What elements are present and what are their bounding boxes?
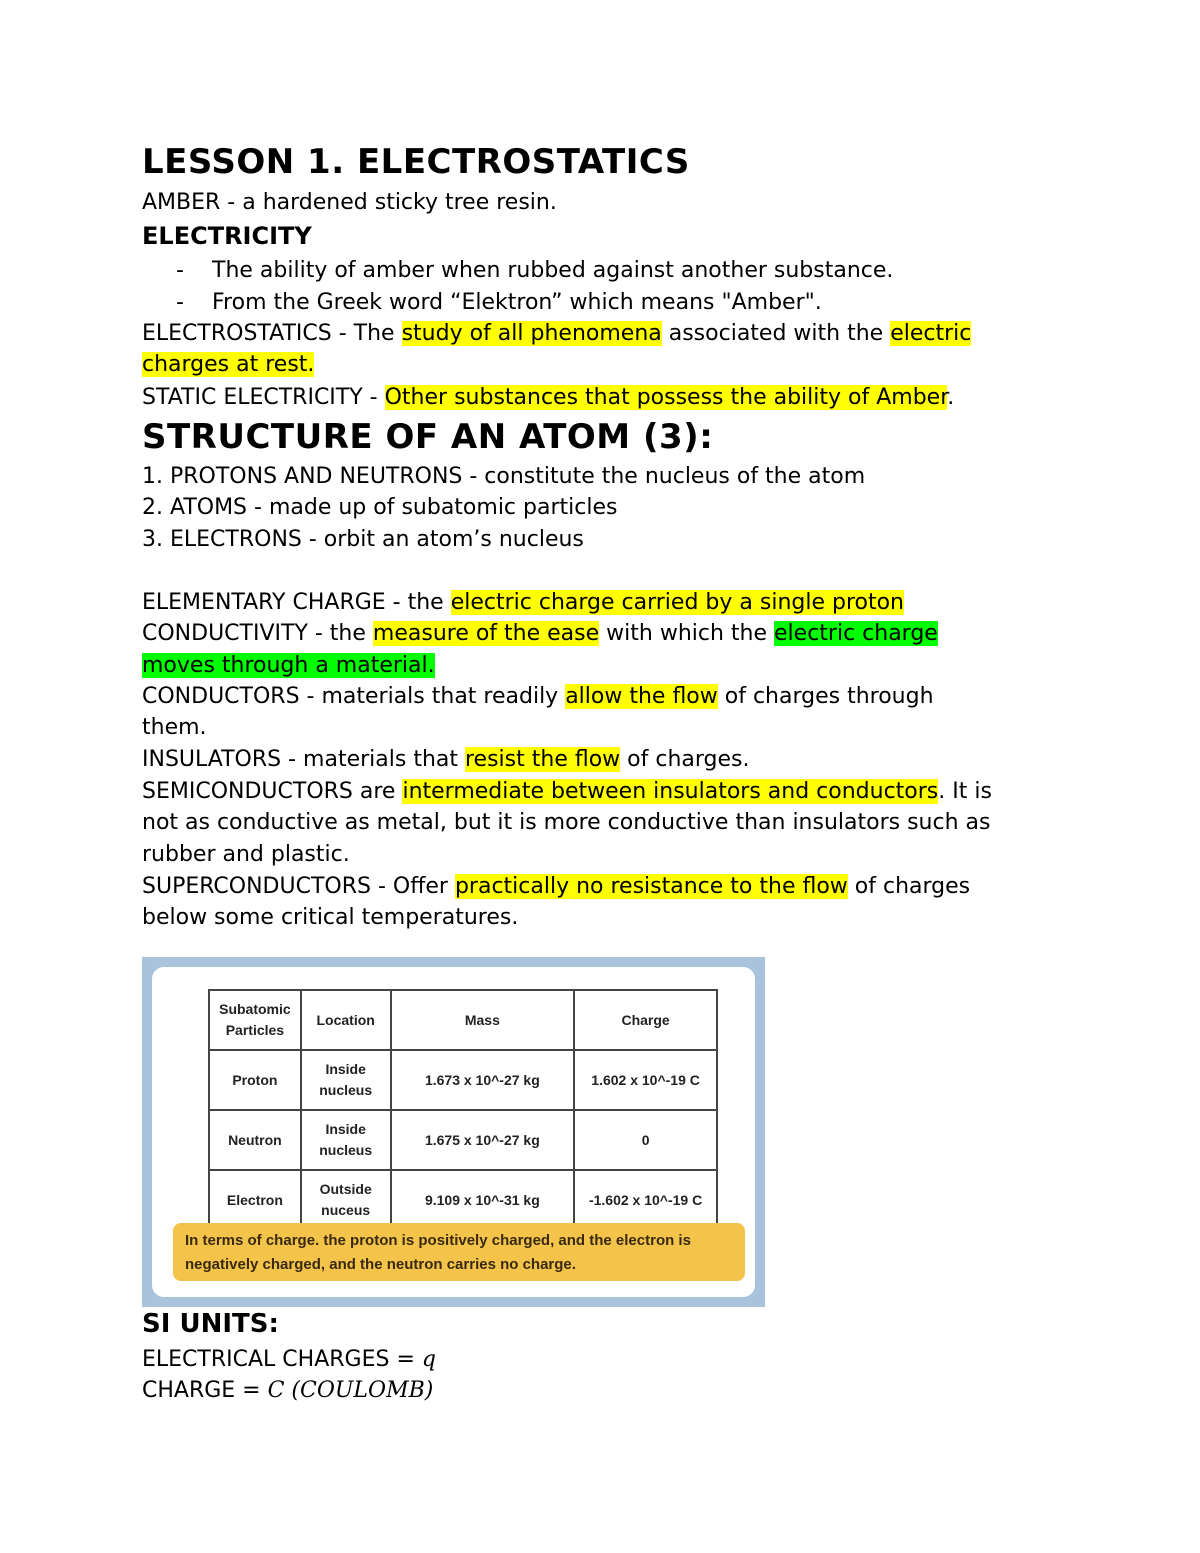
text-run: ELECTROSTATICS - The: [142, 321, 402, 346]
highlight-yellow: practically no resistance to the flow: [454, 874, 848, 899]
table-cell: Inside nucleus: [301, 1050, 391, 1110]
page-title: LESSON 1. ELECTROSTATICS: [142, 142, 690, 182]
semiconductors-definition-cont: rubber and plastic.: [142, 842, 350, 867]
table-cell: 0: [574, 1110, 717, 1170]
superconductors-definition: [142, 871, 970, 902]
table-cell: Proton: [209, 1050, 301, 1110]
text-run: SEMICONDUCTORS are: [142, 779, 403, 804]
electricity-heading: ELECTRICITY: [142, 222, 312, 250]
highlight-yellow: measure of the ease: [372, 621, 600, 646]
highlight-yellow: allow the flow: [565, 684, 718, 709]
conductors-definition-cont: them.: [142, 715, 207, 740]
table-cell: Neutron: [209, 1110, 301, 1170]
insulators-definition: [142, 744, 750, 775]
table-row: [209, 1050, 717, 1110]
amber-term: AMBER: [142, 190, 221, 215]
table-cell: -1.602 x 10^-19 C: [574, 1170, 717, 1230]
text-run: . It is: [938, 779, 992, 804]
electrostatics-definition: [142, 318, 971, 349]
text-run: associated with the: [661, 321, 891, 346]
table-header-cell: Charge: [574, 990, 717, 1050]
charge-note-callout: In terms of charge. the proton is positively charged, and the electron is negatively charged, and the neutron carries no charge.: [173, 1223, 745, 1281]
amber-definition: [142, 187, 557, 218]
highlight-yellow: study of all phenomena: [401, 321, 662, 346]
math-symbol: q: [421, 1347, 436, 1372]
bullet-dash: -: [176, 290, 184, 315]
table-header-cell: Location: [301, 990, 391, 1050]
highlight-green: electric charge: [774, 621, 938, 646]
subatomic-particles-figure: [142, 957, 765, 1307]
text-run: ELEMENTARY CHARGE - the: [142, 590, 451, 615]
bullet-dash: -: [176, 258, 184, 283]
highlight-yellow: Other substances that possess the ability of Amber: [384, 385, 948, 410]
table-cell: Outside nuceus: [301, 1170, 391, 1230]
text-run: .: [947, 385, 955, 410]
figure-card: [152, 967, 755, 1297]
table-header-row: [209, 990, 717, 1050]
highlight-yellow: intermediate between insulators and conductors: [402, 779, 939, 804]
structure-heading: STRUCTURE OF AN ATOM (3):: [142, 417, 714, 457]
si-electrical-charges: [142, 1344, 436, 1375]
semiconductors-definition-cont: not as conductive as metal, but it is more conductive than insulators such as: [142, 810, 991, 835]
conductors-definition: [142, 681, 934, 712]
text-run: INSULATORS - materials that: [142, 747, 465, 772]
text-run: SUPERCONDUCTORS - Offer: [142, 874, 455, 899]
table-cell: Electron: [209, 1170, 301, 1230]
structure-item-2: 2. ATOMS - made up of subatomic particles: [142, 495, 618, 520]
elementary-charge-definition: [142, 587, 904, 618]
table-cell: 1.602 x 10^-19 C: [574, 1050, 717, 1110]
text-run: STATIC ELECTRICITY -: [142, 385, 385, 410]
table-cell: Inside nucleus: [301, 1110, 391, 1170]
bullet-text: From the Greek word “Elektron” which means "Amber".: [212, 290, 822, 315]
text-run: of charges.: [620, 747, 750, 772]
semiconductors-definition: [142, 776, 992, 807]
table-cell: 1.673 x 10^-27 kg: [391, 1050, 575, 1110]
text-run: CHARGE =: [142, 1378, 268, 1403]
table-header-cell: Subatomic Particles: [209, 990, 301, 1050]
bullet-text: The ability of amber when rubbed against another substance.: [212, 258, 894, 283]
text-run: CONDUCTIVITY - the: [142, 621, 373, 646]
text-run: of charges through: [717, 684, 934, 709]
highlight-yellow: resist the flow: [465, 747, 621, 772]
si-charge-unit: [142, 1375, 433, 1406]
text-run: ELECTRICAL CHARGES =: [142, 1347, 422, 1372]
conductivity-definition-cont: [142, 650, 435, 681]
subatomic-particles-table: [208, 989, 718, 1231]
highlight-yellow: electric charge carried by a single proton: [450, 590, 905, 615]
text-run: with which the: [599, 621, 775, 646]
table-cell: 9.109 x 10^-31 kg: [391, 1170, 575, 1230]
table-row: [209, 1110, 717, 1170]
text-run: of charges: [847, 874, 971, 899]
amber-def: - a hardened sticky tree resin.: [220, 190, 557, 215]
text-run: CONDUCTORS - materials that readily: [142, 684, 566, 709]
static-electricity-definition: [142, 382, 954, 413]
table-header-cell: Mass: [391, 990, 575, 1050]
highlight-green: moves through a material.: [142, 653, 435, 678]
math-symbol: C (COULOMB): [267, 1378, 434, 1403]
structure-item-3: 3. ELECTRONS - orbit an atom’s nucleus: [142, 527, 584, 552]
structure-item-1: 1. PROTONS AND NEUTRONS - constitute the nucleus of the atom: [142, 464, 866, 489]
superconductors-definition-cont: below some critical temperatures.: [142, 905, 519, 930]
electrostatics-definition-cont: [142, 349, 314, 380]
table-cell: 1.675 x 10^-27 kg: [391, 1110, 575, 1170]
highlight-yellow: charges at rest.: [142, 352, 315, 377]
highlight-yellow: electric: [890, 321, 972, 346]
si-units-heading: SI UNITS:: [142, 1309, 279, 1339]
table-row: [209, 1170, 717, 1230]
conductivity-definition: [142, 618, 938, 649]
